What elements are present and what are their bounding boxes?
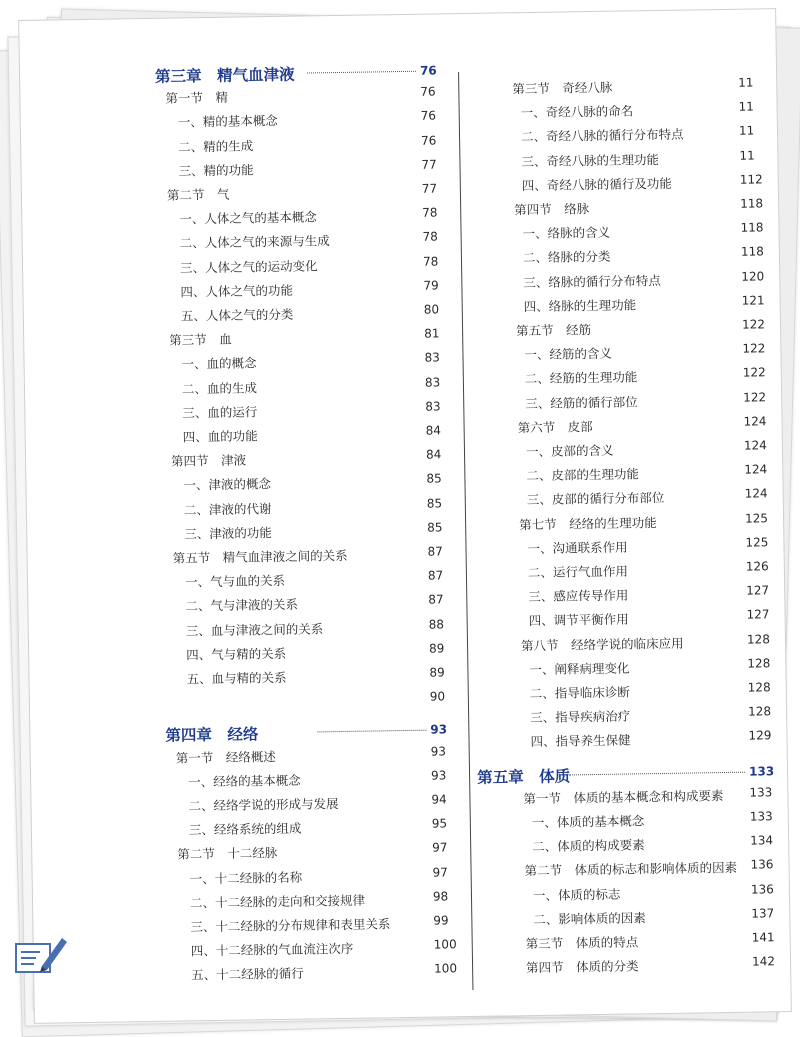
toc-page-number: 127 (746, 607, 770, 623)
toc-page-number: 78 (422, 254, 439, 269)
toc-page-number: 89 (429, 665, 445, 680)
toc-sub-row (178, 133, 437, 155)
toc-leader-dots (307, 71, 416, 74)
toc-sub-label: 二、体质的构成要素 (532, 837, 645, 855)
toc-page-number: 129 (748, 728, 772, 744)
toc-page-number: 120 (741, 268, 765, 284)
toc-page-number: 121 (741, 293, 765, 308)
toc-page-number: 76 (420, 84, 436, 99)
toc-sub-row (525, 438, 767, 460)
toc-sub-row (524, 341, 766, 363)
pencil-note-icon (12, 930, 70, 978)
toc-page-number: 124 (744, 462, 768, 477)
toc-sub-row (529, 680, 771, 702)
toc-sub-row (530, 728, 772, 751)
toc-page-number: 124 (744, 486, 768, 502)
toc-page-number: 93 (430, 768, 447, 783)
toc-sub-row (179, 229, 439, 252)
toc-page-number: 126 (745, 559, 769, 574)
toc-sub-row (191, 961, 458, 984)
toc-section-label: 第二节 气 (166, 186, 230, 203)
toc-sub-row (182, 423, 442, 445)
toc-section-row (515, 317, 766, 339)
toc-section-label: 第六节 皮部 (517, 418, 593, 436)
toc-section-row (525, 930, 775, 952)
toc-sub-label: 三、感应传导作用 (528, 587, 629, 605)
toc-sub-row (190, 937, 457, 960)
toc-page-number: 118 (740, 196, 764, 211)
toc-page-number: 85 (426, 471, 442, 487)
toc-sub-label: 四、调节平衡作用 (528, 611, 629, 629)
toc-section-row (170, 447, 442, 470)
toc-section-row (519, 510, 769, 533)
toc-sub-label: 五、血与精的关系 (186, 669, 287, 687)
toc-sub-row (184, 568, 444, 591)
toc-page (18, 8, 792, 1024)
toc-sub-label: 一、血的概念 (181, 355, 257, 372)
toc-sub-label: 一、津液的概念 (183, 476, 272, 493)
toc-sub-label: 二、血的生成 (181, 379, 258, 397)
toc-sub-row (523, 268, 765, 291)
toc-page-number: 76 (420, 108, 437, 124)
toc-page-number: 133 (749, 809, 773, 824)
toc-page-number: 88 (428, 616, 445, 632)
toc-page-number: 124 (743, 438, 767, 453)
toc-sub-label: 一、皮部的含义 (525, 442, 614, 460)
toc-sub-label: 三、指导疾病治疗 (530, 708, 631, 726)
toc-sub-label: 三、人体之气的运动变化 (179, 257, 318, 276)
toc-sub-label: 五、十二经脉的循行 (191, 966, 304, 983)
toc-sub-label: 一、体质的基本概念 (531, 813, 645, 831)
toc-page-number: 125 (745, 535, 769, 550)
toc-sub-label: 二、络脉的分类 (522, 249, 611, 266)
toc-page-number: 134 (750, 833, 774, 848)
toc-sub-row (188, 792, 447, 814)
toc-sub-row (185, 592, 444, 615)
toc-sub-row (181, 350, 440, 373)
toc-sub-label: 一、经络的基本概念 (188, 772, 301, 790)
toc-sub-label: 二、运行气血作用 (527, 563, 629, 581)
toc-page-number: 128 (746, 631, 770, 647)
toc-sub-row (180, 302, 440, 325)
toc-page-number: 93 (430, 722, 448, 738)
toc-sub-row (188, 768, 447, 790)
toc-section-label: 第五节 经筋 (515, 322, 592, 339)
toc-page-number: 11 (738, 75, 754, 90)
toc-sub-label: 一、奇经八脉的命名 (520, 103, 634, 121)
toc-page-number: 83 (424, 350, 440, 366)
toc-page-number: 124 (743, 414, 767, 429)
toc-sub-row (177, 108, 437, 131)
toc-sub-row (521, 148, 755, 170)
toc-page-number: 87 (427, 568, 444, 583)
toc-sub-label: 三、血的运行 (182, 404, 258, 421)
column-divider (458, 72, 473, 990)
toc-sub-row (183, 496, 443, 518)
toc-section-label: 第七节 经络的生理功能 (519, 514, 657, 532)
toc-chapter-label: 第三章 精气血津液 (154, 65, 295, 86)
toc-sub-label: 一、人体之气的基本概念 (179, 209, 317, 227)
toc-sub-row (527, 559, 769, 582)
toc-sub-row (183, 471, 442, 493)
toc-section-label: 第八节 经络学说的临床应用 (520, 635, 684, 653)
toc-page-number: 83 (425, 399, 441, 414)
toc-sub-label: 四、奇经八脉的循行及功能 (521, 175, 672, 193)
toc-section-row (512, 75, 754, 98)
toc-page-number: 95 (431, 816, 448, 831)
toc-section-label: 第一节 体质的基本概念和构成要素 (523, 787, 724, 806)
toc-sub-row (181, 375, 441, 397)
toc-sub-label: 三、精的功能 (178, 162, 254, 179)
toc-sub-row (179, 205, 438, 228)
toc-sub-label: 四、络脉的生理功能 (523, 297, 637, 314)
toc-section-label: 第四节 津液 (170, 452, 247, 469)
toc-page-number: 77 (421, 181, 438, 196)
toc-section-label: 第三节 体质的特点 (525, 934, 639, 952)
toc-chapter-row (165, 722, 448, 746)
toc-chapter-row (476, 763, 775, 787)
toc-page-number: 81 (424, 326, 440, 341)
toc-sub-row (526, 462, 768, 485)
toc-sub-row (186, 641, 445, 664)
toc-page-number: 125 (744, 510, 769, 526)
toc-sub-label: 三、血与津液之间的关系 (185, 620, 324, 639)
toc-section-label: 第四节 体质的分类 (525, 958, 639, 976)
toc-chapter-row (154, 63, 437, 87)
toc-sub-row (522, 244, 764, 266)
toc-sub-label: 二、精的生成 (178, 137, 254, 155)
toc-page-number: 97 (432, 840, 448, 856)
toc-page-number: 98 (432, 889, 449, 904)
toc-sub-row (179, 254, 439, 276)
toc-section-row (514, 196, 764, 218)
toc-sub-label: 四、指导养生保健 (530, 732, 631, 750)
toc-sub-row (525, 389, 767, 412)
toc-sub-row (524, 365, 766, 388)
toc-section-row (520, 631, 770, 654)
toc-sub-label: 二、皮部的生理功能 (526, 466, 640, 484)
toc-page-number: 133 (748, 763, 775, 779)
toc-page-number: 97 (432, 864, 448, 880)
toc-sub-label: 二、人体之气的来源与生成 (179, 233, 330, 251)
toc-page-number: 122 (743, 389, 767, 405)
toc-sub-label: 一、阐释病理变化 (529, 660, 630, 677)
toc-sub-label: 二、影响体质的因素 (533, 910, 646, 927)
toc-sub-label: 一、络脉的含义 (522, 224, 611, 242)
toc-page-number: 137 (751, 906, 775, 921)
toc-page-number: 133 (749, 785, 773, 800)
toc-page-number: 83 (424, 375, 441, 390)
toc-page-number: 128 (747, 680, 771, 695)
toc-page-number: 141 (751, 930, 775, 945)
toc-section-label: 第三节 奇经八脉 (512, 79, 613, 97)
toc-page-number: 136 (750, 857, 774, 873)
toc-page-number: 127 (746, 583, 770, 598)
toc-leader-dots (569, 771, 745, 775)
toc-sub-label: 二、十二经脉的走向和交接规律 (189, 892, 366, 911)
toc-page-number: 79 (423, 278, 439, 293)
toc-section-row (524, 857, 774, 879)
toc-sub-row (520, 99, 755, 122)
toc-sub-row (189, 889, 449, 911)
toc-page-number: 87 (427, 544, 443, 559)
toc-section-row (523, 785, 773, 807)
toc-sub-row (532, 881, 774, 903)
toc-sub-row (189, 864, 448, 887)
toc-section-label: 第二节 十二经脉 (177, 845, 278, 863)
toc-page-number: 122 (742, 365, 766, 381)
toc-page-number: 76 (419, 63, 437, 78)
toc-chapter-label: 第四章 经络 (165, 725, 259, 746)
toc-sub-label: 二、津液的代谢 (183, 500, 272, 518)
toc-sub-row (185, 616, 445, 639)
toc-page-number: 85 (427, 520, 443, 535)
toc-page-number: 136 (750, 881, 774, 897)
toc-sub-row (526, 486, 768, 508)
toc-sub-label: 一、气与血的关系 (184, 573, 286, 590)
toc-page-number: 100 (433, 937, 457, 952)
toc-page-number: 112 (739, 172, 763, 187)
toc-sub-row (184, 520, 443, 542)
toc-page-number: 100 (434, 961, 458, 976)
toc-page-number: 128 (747, 656, 771, 671)
toc-sub-label: 一、精的基本概念 (177, 113, 278, 130)
toc-section-row (172, 544, 443, 567)
toc-page-number: 87 (428, 592, 444, 608)
toc-sub-row (521, 172, 763, 194)
toc-sub-label: 一、十二经脉的名称 (189, 869, 303, 887)
toc-sub-label: 三、经络系统的组成 (188, 820, 302, 838)
toc-page-number: 142 (751, 954, 776, 969)
toc-sub-row (523, 293, 765, 315)
toc-sub-row (522, 220, 764, 242)
toc-section-row (525, 954, 776, 977)
toc-page-number: 77 (421, 157, 437, 172)
toc-page-number: 11 (738, 123, 755, 139)
toc-page-number: 78 (422, 229, 439, 245)
toc-sub-row (520, 123, 755, 146)
toc-sub-row (178, 157, 437, 179)
toc-section-label: 第五节 精气血津液之间的关系 (172, 547, 348, 566)
toc-sub-label: 一、体质的标志 (532, 886, 621, 903)
toc-sub-row (190, 913, 449, 935)
toc-section-label: 第四节 络脉 (514, 201, 590, 218)
toc-page-number: 11 (738, 99, 755, 114)
toc-section-row (165, 84, 436, 107)
toc-sub-label: 三、奇经八脉的生理功能 (521, 151, 660, 169)
toc-page-number: 80 (423, 302, 440, 317)
toc-sub-label: 二、指导临床诊断 (529, 684, 630, 702)
toc-sub-label: 四、血的功能 (182, 428, 258, 445)
toc-page-number: 85 (426, 496, 443, 511)
toc-sub-row (531, 809, 773, 831)
toc-section-label: 第二节 体质的标志和影响体质的因素 (524, 860, 738, 879)
toc-sub-row (528, 607, 770, 630)
toc-sub-label: 二、奇经八脉的循行分布特点 (520, 126, 684, 145)
toc-section-row (169, 326, 440, 349)
toc-sub-label: 四、气与精的关系 (186, 645, 287, 663)
toc-sub-label: 二、气与津液的关系 (185, 597, 299, 614)
toc-section-label: 第一节 精 (165, 89, 229, 106)
toc-sub-label: 四、人体之气的功能 (180, 282, 294, 300)
toc-sub-label: 五、人体之气的分类 (180, 306, 294, 324)
toc-page-number: 118 (740, 220, 764, 235)
toc-sub-label: 三、经筋的循行部位 (525, 393, 638, 411)
toc-page-number: 118 (740, 244, 764, 260)
toc-page-number: 99 (433, 913, 449, 928)
toc-sub-label: 四、十二经脉的气血流注次序 (190, 941, 354, 959)
toc-section-label: 第三节 血 (169, 331, 232, 348)
toc-sub-row (533, 906, 775, 928)
toc-sub-row (182, 399, 441, 421)
toc-sub-row (527, 535, 769, 557)
toc-section-row (177, 840, 448, 863)
toc-sub-label: 三、十二经脉的分布规律和表里关系 (190, 916, 391, 935)
toc-sub-row (530, 704, 772, 727)
toc-sub-row (186, 665, 445, 688)
toc-sub-row (180, 278, 439, 301)
toc-page-number: 11 (739, 148, 755, 163)
toc-page-number: 84 (425, 447, 442, 462)
toc-page-number: 90 (429, 689, 446, 704)
toc-leader-dots (317, 730, 426, 733)
toc-sub-label: 三、津液的功能 (184, 524, 272, 542)
toc-page-number: 122 (741, 317, 766, 332)
toc-page-number: 93 (430, 743, 447, 759)
toc-sub-row (532, 833, 774, 855)
toc-section-row (517, 414, 767, 436)
toc-sub-row (529, 656, 771, 678)
toc-page-number: 76 (420, 133, 437, 148)
toc-sub-label: 三、络脉的循行分布特点 (523, 272, 661, 290)
toc-sub-row (188, 816, 448, 839)
toc-page-number: 94 (431, 792, 447, 807)
toc-sub-row (528, 583, 770, 606)
toc-chapter-label: 第五章 体质 (476, 767, 571, 787)
toc-sub-label: 二、经络学说的形成与发展 (188, 796, 339, 814)
toc-page-number: 122 (742, 341, 766, 356)
toc-sub-label: 二、经筋的生理功能 (524, 369, 638, 387)
toc-section-row (166, 181, 438, 204)
toc-page-number: 84 (425, 423, 442, 438)
toc-section-row (175, 743, 447, 767)
toc-page-number: 128 (748, 704, 772, 719)
toc-sub-label: 一、经筋的含义 (524, 345, 613, 363)
toc-page-number: 89 (428, 641, 445, 656)
toc-sub-label: 三、皮部的循行分布部位 (526, 490, 665, 508)
toc-sub-label: 一、沟通联系作用 (527, 539, 628, 556)
toc-page-number: 78 (422, 205, 438, 220)
toc-section-label: 第一节 经络概述 (175, 748, 276, 766)
